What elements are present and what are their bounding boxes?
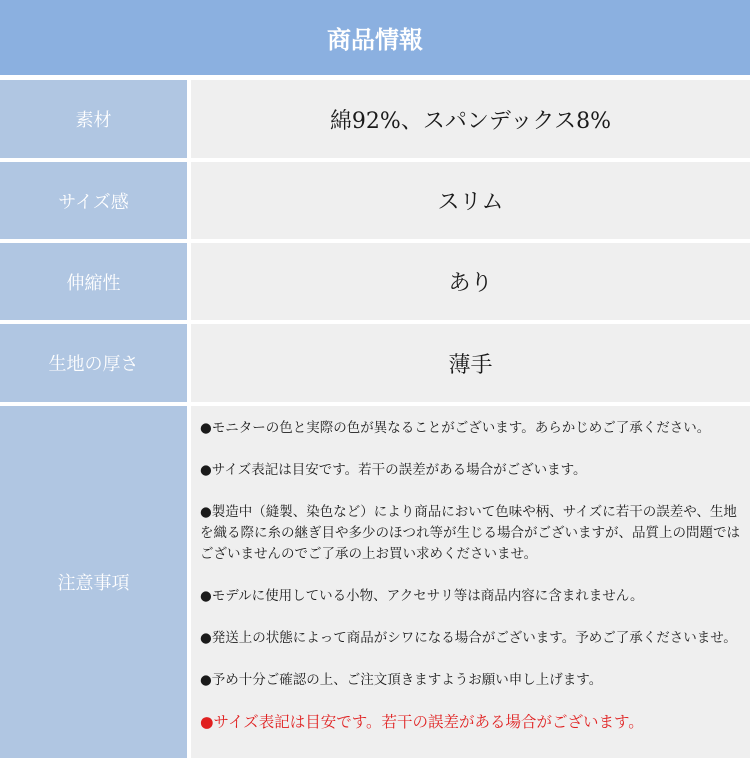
- notes-label: 注意事項: [0, 406, 187, 758]
- note-item: ●サイズ表記は目安です。若干の誤差がある場合がございます。: [200, 462, 587, 478]
- size-warning-note: ●サイズ表記は目安です。若干の誤差がある場合がございます。: [200, 713, 644, 731]
- notes-list: [191, 406, 750, 758]
- stretch-label: 伸縮性: [0, 243, 187, 320]
- stretch-row: [0, 243, 750, 320]
- note-item: ●予め十分ご確認の上、ご注文頂きますようお願い申し上げます。: [200, 672, 603, 688]
- thickness-label: 生地の厚さ: [0, 324, 187, 402]
- thickness-row: [0, 324, 750, 402]
- note-item: ●モニターの色と実際の色が異なることがございます。あらかじめご了承ください。: [200, 420, 711, 436]
- material-value: 綿92%、スパンデックス8%: [191, 80, 750, 158]
- size-fit-value: スリム: [191, 162, 750, 239]
- note-item: ●製造中（縫製、染色など）により商品において色味や柄、サイズに若干の誤差や、生地を織る際に糸の継ぎ目や多少のほつれ等が生じる場合がございますが、品質上の問題ではございませんのでご了承の上お買い求めくださいませ。: [200, 504, 740, 562]
- note-item: ●モデルに使用している小物、アクセサリ等は商品内容に含まれません。: [200, 588, 644, 604]
- size-fit-label: サイズ感: [0, 162, 187, 239]
- thickness-value: 薄手: [191, 324, 750, 402]
- stretch-value: あり: [191, 243, 750, 320]
- note-item: ●発送上の状態によって商品がシワになる場合がございます。予めご了承くださいませ。: [200, 630, 737, 646]
- size-fit-row: [0, 162, 750, 239]
- material-row: [0, 80, 750, 158]
- product-info-title: 商品情報: [0, 0, 750, 75]
- material-label: 素材: [0, 80, 187, 158]
- notes-row: [0, 406, 750, 758]
